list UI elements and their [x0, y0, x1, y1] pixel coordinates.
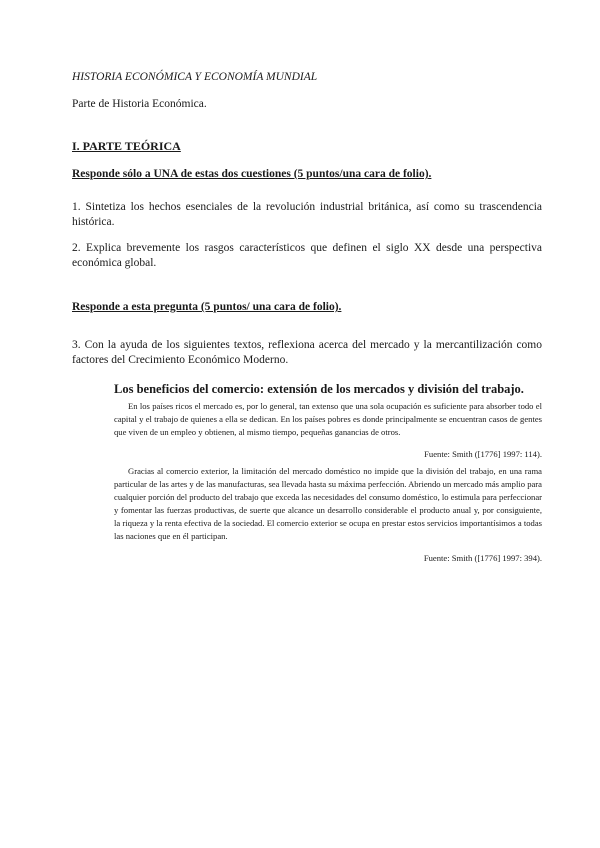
excerpt-title: Los beneficios del comercio: extensión de los mercados y división del trabajo.: [114, 382, 524, 396]
excerpt-paragraph-2: Gracias al comercio exterior, la limitación del mercado doméstico no impide que la división del trabajo, en una rama particular de las artes y de las manufacturas, sea llevada hasta su máxima perfección. Abriendo un mercado más amplio para cualquier porción del producto del trabajo que exceda las necesidades del consumo doméstico, lo estimula para perfeccionar y fomentar las fuerzas productivas, de suerte que alcance un desarrollo considerable el producto anual y, por consiguiente, la riqueza y la renta efectiva de la sociedad. El comercio exterior se ocupa en prestar estos servicios importantísimos a todas las naciones que en él participan.: [114, 466, 542, 541]
question-1: 1. Sintetiza los hechos esenciales de la revolución industrial británica, así como su trascendencia histórica.: [72, 201, 542, 228]
excerpt-source-2: Fuente: Smith ([1776] 1997: 394).: [423, 553, 542, 563]
instruction-answer-question: Responde a esta pregunta (5 puntos/ una cara de folio).: [72, 301, 342, 313]
instruction-choose-one: Responde sólo a UNA de estas dos cuestiones (5 puntos/una cara de folio).: [72, 168, 432, 180]
exam-subtitle: Parte de Historia Económica.: [72, 98, 207, 110]
course-title: HISTORIA ECONÓMICA Y ECONOMÍA MUNDIAL: [72, 71, 318, 83]
excerpt-paragraph-1: En los países ricos el mercado es, por lo general, tan extenso que una sola ocupación es suficiente para absorber todo el capital y el trabajo de quienes a ella se dedican. En los países pobres es donde principalmente se encuentran casos de gentes que viven de un empleo y obtienen, al mismo tiempo, pequeñas ganancias de otros.: [114, 401, 542, 437]
section-title: I. PARTE TEÓRICA: [72, 139, 181, 153]
question-2: 2. Explica brevemente los rasgos característicos que definen el siglo XX desde una perspectiva económica global.: [72, 242, 542, 269]
excerpt-source-1: Fuente: Smith ([1776] 1997: 114).: [424, 449, 542, 459]
question-3: 3. Con la ayuda de los siguientes textos, reflexiona acerca del mercado y la mercantilización como factores del Crecimiento Económico Moderno.: [72, 339, 542, 366]
